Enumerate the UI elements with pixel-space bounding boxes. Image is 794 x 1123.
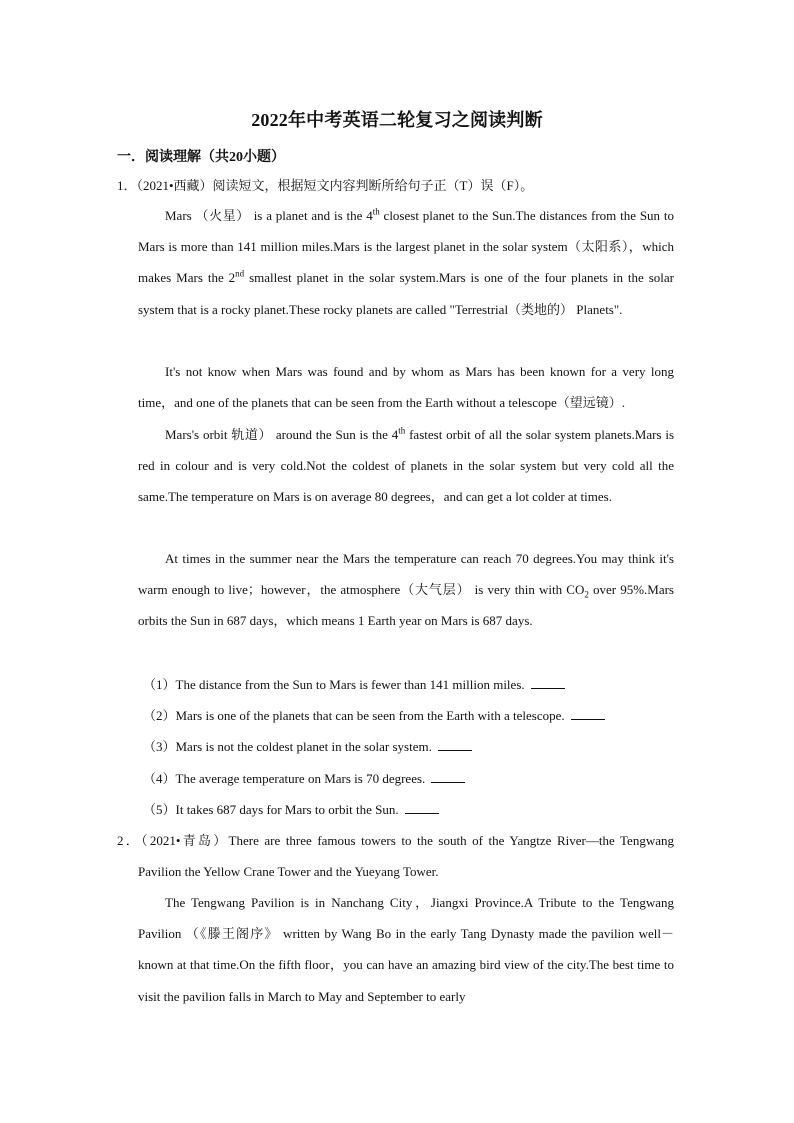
answer-blank[interactable] — [531, 676, 565, 689]
q1-statement-4 — [143, 763, 605, 794]
question-2-header: 2．（2021•青岛）There are three famous towers to the south of the Yangtze River—the Tengwang Pavilion the Yellow Crane Tower and the Yueyang Tower. — [117, 833, 674, 879]
q1-paragraph-3 — [138, 419, 674, 513]
q1-p4-text-a: At times in the summer near the Mars the temperature can reach 70 degrees.You may think it's warm enough to live；however，the atmosphere（大气层） is very thin with CO — [138, 551, 674, 598]
q1-p3-sup-a: th — [398, 425, 406, 436]
q1-statement-3 — [143, 731, 605, 762]
q1-p1-text-c: smallest planet in the solar system.Mars is one of the four planets in the solar system that is a rocky planet.These rocky planets are called "Terrestrial（类地的） Planets". — [138, 270, 675, 317]
statement-text: （4）The average temperature on Mars is 70 degrees. — [143, 770, 426, 786]
q1-p1-sup-a: th — [372, 206, 380, 217]
q1-p3-text-a: Mars's orbit 轨道） around the Sun is the 4 — [165, 427, 399, 442]
section-heading: 一．阅读理解（共20小题） — [117, 150, 285, 165]
q1-paragraph-2: It's not know when Mars was found and by whom as Mars has been known for a very long time，and one of the planets that can be seen from the Earth without a telescope（望远镜）. — [138, 364, 674, 411]
statement-text: （3）Mars is not the coldest planet in the solar system. — [143, 739, 432, 755]
statement-text: （1）The distance from the Sun to Mars is fewer than 141 million miles. — [143, 677, 525, 692]
q1-statement-5 — [143, 794, 605, 825]
q1-statements — [143, 669, 605, 825]
q1-paragraph-1 — [138, 200, 674, 325]
q1-p1-text-b: closest planet to the Sun.The distances from the Sun to Mars is more than 141 million miles.Mars is the largest planet in the solar system（太阳系），which makes Mars the 2 — [138, 208, 674, 286]
statement-text: （2）Mars is one of the planets that can be seen from the Earth with a telescope. — [143, 708, 565, 724]
q1-p4-sub-a: 2 — [584, 589, 589, 600]
q1-paragraph-4 — [138, 543, 674, 637]
answer-blank[interactable] — [431, 770, 465, 783]
question-1-header: 1．（2021•西藏）阅读短文，根据短文内容判断所给句子正（T）误（F）。 — [117, 178, 534, 193]
q1-p4-text-b: over 95%.Mars orbits the Sun in 687 days，which means 1 Earth year on Mars is 687 days. — [138, 582, 674, 629]
q2-paragraph-1: The Tengwang Pavilion is in Nanchang City，Jiangxi Province.A Tribute to the Tengwang Pavilion （《滕王阁序》 written by Wang Bo in the early Tang Dynasty made the pavilion well－known at that time.On the fifth floor，you can have an amazing bird view of the city.The best time to visit the pavilion falls in March to May and September to early — [138, 895, 674, 1004]
statement-text: （5）It takes 687 days for Mars to orbit the Sun. — [143, 801, 399, 817]
q1-p3-text-b: fastest orbit of all the solar system planets.Mars is red in colour and is very cold.Not the coldest of planets in the solar system but very cold all the same.The temperature on Mars is on average 80 degrees，and can get a lot colder at times. — [138, 427, 675, 505]
answer-blank[interactable] — [571, 707, 605, 720]
answer-blank[interactable] — [405, 801, 439, 814]
q1-statement-2 — [143, 700, 605, 731]
answer-blank[interactable] — [438, 738, 472, 751]
q1-p1-text-a: Mars （火星） is a planet and is the 4 — [165, 208, 373, 223]
q1-p1-sup-b: nd — [235, 269, 245, 280]
page-title: 2022年中考英语二轮复习之阅读判断 — [251, 110, 543, 130]
q1-statement-1 — [143, 669, 605, 700]
